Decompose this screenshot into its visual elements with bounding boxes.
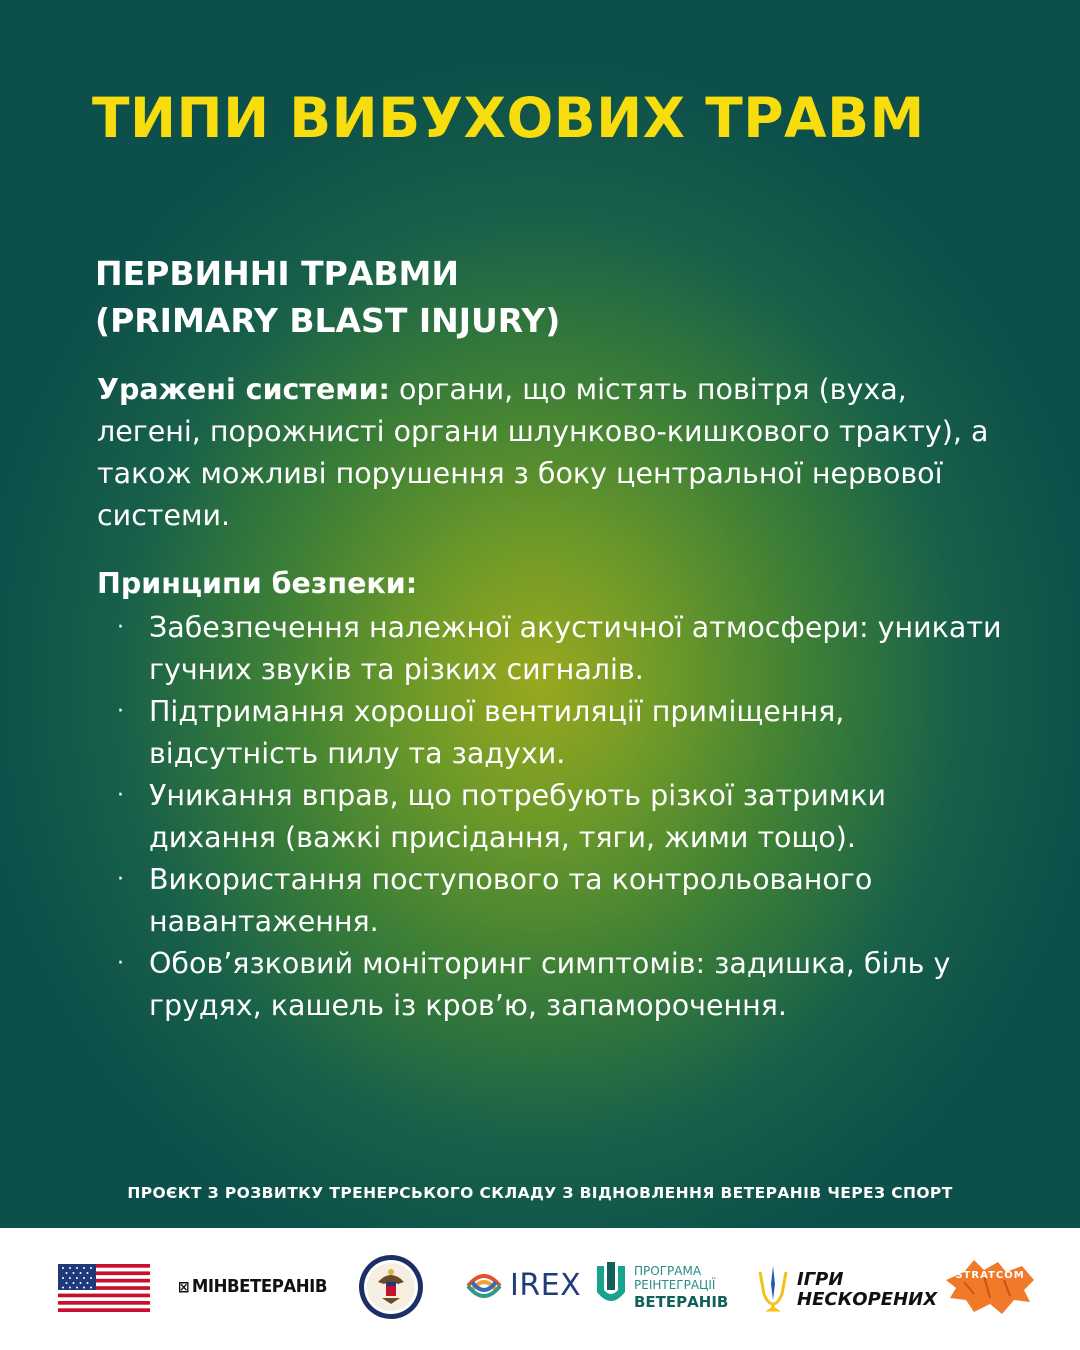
list-item [97, 691, 1017, 775]
safety-principles-label: Принципи безпеки: [97, 567, 418, 600]
subtitle-line-2: (PRIMARY BLAST INJURY) [95, 301, 561, 340]
list-item-text: Уникання вправ, що потребують різкої затримки дихання (важкі присідання, тяги, жими тощо). [149, 779, 886, 854]
list-item-text: Підтримання хорошої вентиляції приміщення, відсутність пилу та задухи. [149, 695, 845, 770]
program-line-3: ВЕТЕРАНІВ [634, 1293, 729, 1311]
irex-text: IREX [510, 1268, 582, 1303]
bullet-icon: · [117, 951, 124, 976]
reintegration-program-logo [634, 1264, 728, 1312]
affected-systems-paragraph [97, 369, 997, 537]
reintegration-emblem-icon [594, 1262, 628, 1310]
igry-line-2: НЕСКОРЕНИХ [797, 1289, 938, 1310]
trident-icon [756, 1264, 790, 1312]
state-department-seal-icon [358, 1254, 424, 1320]
list-item-text: Використання поступового та контрольованого навантаження. [149, 863, 873, 938]
list-item [97, 607, 1017, 691]
bullet-icon: · [117, 867, 124, 892]
partner-logos-bar [0, 1228, 1080, 1350]
bullet-icon: · [117, 783, 124, 808]
program-line-2: РЕІНТЕГРАЦІЇ [634, 1278, 716, 1292]
stratcom-emblem-icon [944, 1258, 1036, 1316]
list-item [97, 775, 1017, 859]
igry-line-1: ІГРИ [797, 1269, 844, 1290]
us-flag-icon [58, 1264, 150, 1312]
igry-neskorenykh-logo [797, 1270, 937, 1310]
bullet-icon: · [117, 615, 124, 640]
affected-systems-label: Уражені системи: [97, 373, 390, 406]
project-caption: ПРОЄКТ З РОЗВИТКУ ТРЕНЕРСЬКОГО СКЛАДУ З ВІДНОВЛЕННЯ ВЕТЕРАНІВ ЧЕРЕЗ СПОРТ [127, 1184, 953, 1202]
subtitle-line-1: ПЕРВИННІ ТРАВМИ [95, 254, 459, 293]
program-line-1: ПРОГРАМА [634, 1264, 702, 1278]
bullet-icon: · [117, 699, 124, 724]
trident-emblem-icon: ⊠ [178, 1278, 190, 1296]
irex-emblem-icon [462, 1264, 506, 1308]
affected-systems-text: органи, що містять повітря (вуха, легені, порожнисті органи шлунково-кишкового тракту), а також можливі порушення з боку центральної нервової системи. [97, 373, 989, 532]
list-item-text: Обов’язковий моніторинг симптомів: задишка, біль у грудях, кашель із кров’ю, запаморочення. [149, 947, 951, 1022]
minveteraniv-logo [178, 1276, 327, 1297]
page-title: ТИПИ ВИБУХОВИХ ТРАВМ [92, 86, 925, 150]
safety-principles-list [97, 607, 1017, 1027]
minveteraniv-text: МІНВЕТЕРАНІВ [191, 1276, 327, 1297]
list-item-text: Забезпечення належної акустичної атмосфери: уникати гучних звуків та різких сигналів. [149, 611, 1002, 686]
section-subtitle [95, 250, 560, 344]
stratcom-text: STRATCOM [955, 1270, 1025, 1281]
list-item [97, 859, 1017, 943]
list-item [97, 943, 1017, 1027]
